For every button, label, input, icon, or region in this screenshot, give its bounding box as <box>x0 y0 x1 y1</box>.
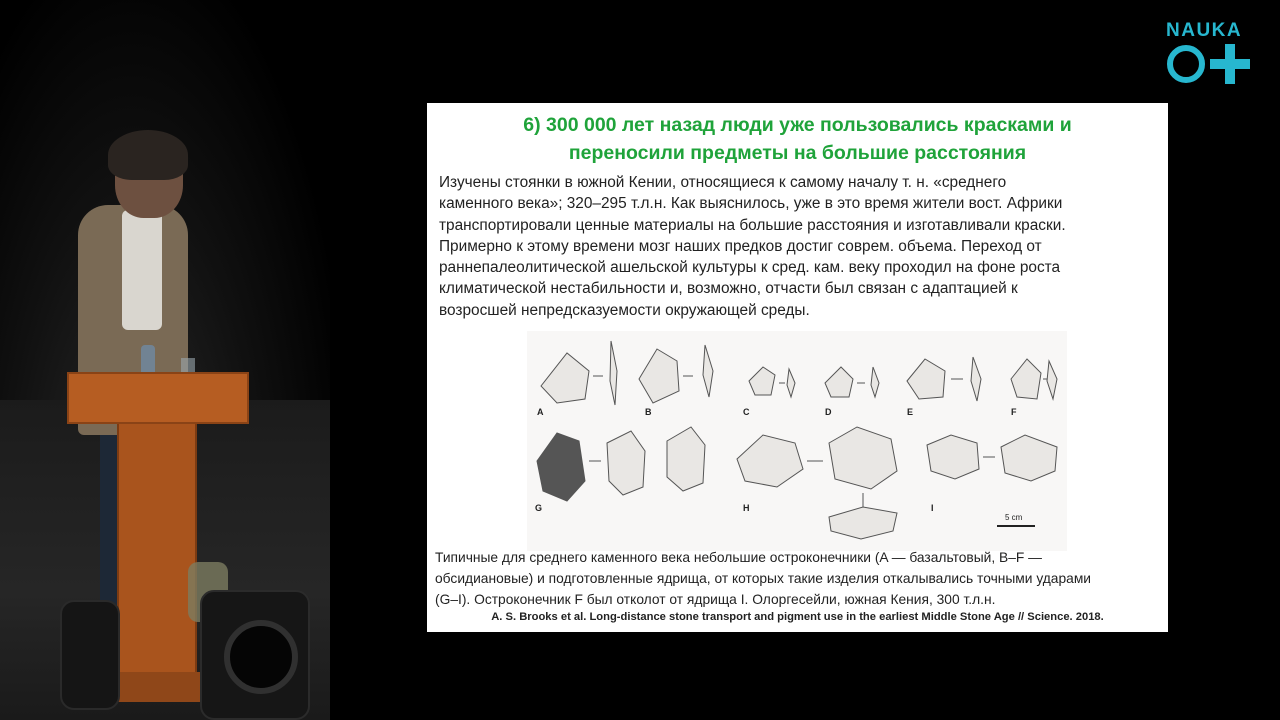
tool-a-drawing <box>541 353 589 403</box>
caption-line: Типичные для среднего каменного века небольшие остроконечники (A — базальтовый, B–F — <box>435 550 1042 565</box>
tool-e-side <box>971 357 981 401</box>
tool-f-side <box>1047 361 1057 399</box>
caption-line: (G–I). Остроконечник F был отколот от ядрища I. Олоргесейли, южная Кения, 300 т.л.н. <box>435 592 996 607</box>
stone-tools-drawing <box>527 331 1067 551</box>
core-g-side-2 <box>667 427 705 491</box>
tool-e-drawing <box>907 359 945 399</box>
tool-b-drawing <box>639 349 679 403</box>
figure-label-g: G <box>535 503 543 513</box>
core-h-bottom <box>829 507 897 539</box>
figure-label-d: D <box>825 407 832 417</box>
core-i-top <box>927 435 979 479</box>
body-line: раннепалеолитической ашельской культуры к сред. кам. веку проходил на фоне роста <box>439 259 1061 277</box>
body-line: каменного века»; 320–295 т.л.н. Как выяснилось, уже в это время жители вост. Африки <box>439 195 1063 213</box>
body-line: Примерно к этому времени мозг наших предков достиг соврем. объема. Переход от <box>439 237 1042 255</box>
core-g-side-1 <box>607 431 645 495</box>
figure-label-a: A <box>537 407 544 417</box>
core-i-side <box>1001 435 1057 481</box>
core-g-dark <box>537 433 585 501</box>
body-line: возросшей непредсказуемости окружающей среды. <box>439 301 810 319</box>
tool-d-drawing <box>825 367 853 397</box>
core-h-top <box>737 435 803 487</box>
presentation-slide <box>427 103 1168 632</box>
stage-scene <box>0 0 330 720</box>
slide-title-line-1: 6) 300 000 лет назад люди уже пользовались красками и <box>523 114 1072 136</box>
stage-light-right <box>200 590 310 720</box>
tool-a-side <box>610 341 617 405</box>
lectern-column <box>117 424 197 674</box>
figure-label-e: E <box>907 407 914 417</box>
speaker-shirt <box>122 210 162 330</box>
figure-caption <box>435 547 1163 610</box>
slide-body-text <box>439 172 1159 321</box>
stone-tools-figure <box>527 331 1067 551</box>
tool-f-drawing <box>1011 359 1041 399</box>
figure-label-f: F <box>1011 407 1017 417</box>
body-line: климатической нестабильности и, возможно, отчасти был связан с адаптацией к <box>439 280 1018 298</box>
tool-b-side <box>703 345 713 397</box>
tool-d-side <box>871 367 879 397</box>
body-line: транспортировали ценные материалы на большие расстояния и изготавливали краски. <box>439 216 1066 234</box>
logo-text: NAUKA <box>1166 20 1243 41</box>
tool-c-drawing <box>749 367 775 395</box>
caption-line: обсидиановые) и подготовленные ядрища, от которых такие изделия откалывались точными ударами <box>435 571 1092 586</box>
figure-label-c: C <box>743 407 750 417</box>
logo-mark-icon <box>1164 20 1254 90</box>
figure-label-h: H <box>743 503 750 513</box>
slide-title-line-2: переносили предметы на большие расстояния <box>568 142 1027 164</box>
scale-label: 5 cm <box>1005 513 1023 522</box>
speaker-hair <box>108 130 188 180</box>
tool-c-side <box>787 369 795 397</box>
light-lens <box>224 620 298 694</box>
citation: A. S. Brooks et al. Long-distance stone transport and pigment use in the earliest Middle Stone Age // Science. 2018. <box>491 611 1104 623</box>
figure-label-b: B <box>645 407 652 417</box>
stage-light-left <box>60 600 120 710</box>
nauka-logo <box>1164 20 1254 90</box>
slide-title <box>427 111 1168 167</box>
body-line: Изучены стоянки в южной Кении, относящиеся к самому началу т. н. «среднего <box>439 174 1007 191</box>
figure-label-i: I <box>931 503 934 513</box>
core-h-front <box>829 427 897 489</box>
lectern-top <box>67 372 249 424</box>
